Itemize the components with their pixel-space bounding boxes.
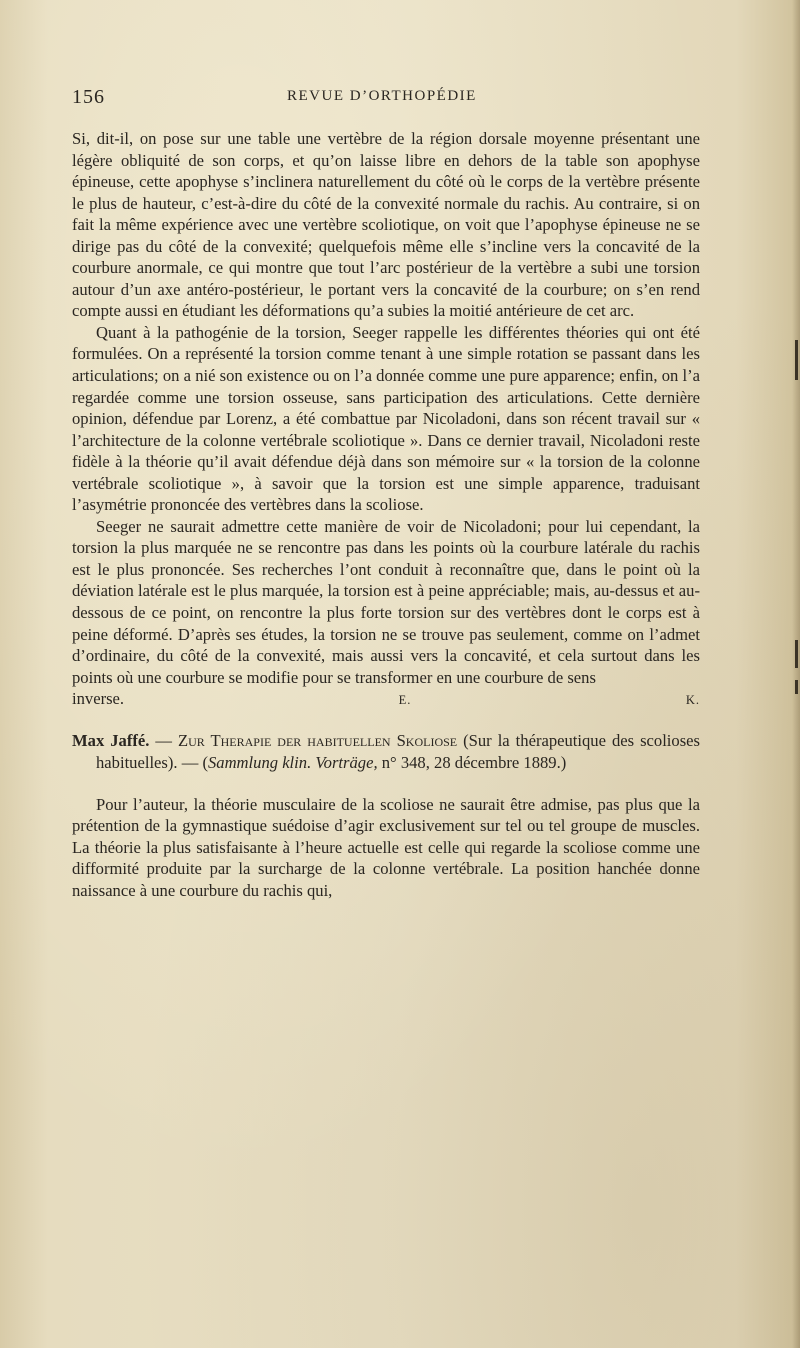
german-title: Zur Therapie der habituellen Skoliose	[177, 730, 458, 750]
article-body	[72, 128, 700, 902]
issue-info: n° 348, 28 décembre 1889.)	[377, 752, 567, 772]
margin-mark	[795, 680, 798, 694]
journal-name: Sammlung klin. Vorträge,	[207, 752, 378, 772]
signature: E. K.	[398, 693, 700, 708]
page-number: 156	[72, 86, 105, 108]
paragraph-3-last-word: inverse.	[72, 689, 125, 709]
paragraph-1: Si, dit-il, on pose sur une table une vertèbre de la région dorsale moyenne présentant une légère obliquité de son corps, et qu’on laisse libre en dehors de la table son apophyse épineuse, cette apophyse s’inclinera naturellement du côté où le corps de la vertèbre présente le plus de hauteur, c’est-à-dire du côté de la convexité normale du rachis. Au contraire, si on fait la même expérience avec une vertèbre scoliotique, on voit que l’apophyse épineuse ne se dirige pas du côté de la convexité; quelquefois même elle s’incline vers la concavité de la courbure anormale, ce qui montre que tout l’arc postérieur de la vertèbre a subi une torsion autour d’un axe antéro-postérieur, le portant vers la concavité de la courbure; on s’en rend compte aussi en étudiant les déformations qu’a subies la moitié antérieure de cet arc.	[72, 129, 700, 321]
citation-dash: —	[149, 730, 178, 750]
review-citation	[72, 730, 700, 774]
spacer	[72, 774, 700, 794]
margin-mark	[795, 640, 798, 668]
running-title: REVUE D’ORTHOPÉDIE	[287, 88, 477, 104]
paragraph-3-closing-line	[72, 688, 700, 712]
page-edge-shadow	[792, 0, 800, 1348]
paragraph-3: Seeger ne saurait admettre cette manière de voir de Nicoladoni; pour lui cependant, la torsion la plus marquée ne se rencontre pas dans les points où la courbure latérale du rachis est le plus prononcée. Ses recherches l’ont conduit à reconnaître que, dans le point où la déviation latérale est le plus marquée, la torsion est à peine appréciable; mais, au-dessus et au-dessous de ce point, on rencontre la plus forte torsion sur des vertèbres dont le corps est à peine déformé. D’après ses études, la torsion ne se trouve pas seulement, comme on l’admet d’ordinaire, du côté de la convexité, mais aussi vers la concavité, et cela surtout dans les points où une courbure se modifie pour se transformer en une courbure de sens	[72, 516, 700, 687]
page-header	[72, 86, 712, 112]
review-author: Max Jaffé.	[72, 730, 150, 750]
french-title: (Sur la thérapeutique des scolioses habituelles). — (	[96, 730, 700, 772]
closing-paragraph: Pour l’auteur, la théorie musculaire de la scoliose ne saurait être admise, pas plus que la prétention de la gymnastique suédoise d’agir exclusivement sur tel ou tel groupe de muscles. La théorie la plus satisfaisante à l’heure actuelle est celle qui regarde la scoliose comme une difformité produite par la surcharge de la colonne vertébrale. La position hanchée donne naissance à une courbure du rachis qui,	[72, 794, 700, 900]
margin-mark	[795, 340, 798, 380]
paragraph-2: Quant à la pathogénie de la torsion, Seeger rappelle les différentes théories qui ont été formulées. On a représenté la torsion comme tenant à une simple rotation se passant dans les articulations; on a nié son existence ou on l’a donnée comme une pure apparence; enfin, on l’a regardée comme une torsion osseuse, sans participation des articulations. Cette dernière opinion, défendue par Lorenz, a été combattue par Nicoladoni, dans son récent travail sur « l’architecture de la colonne vertébrale scoliotique ». Dans ce dernier travail, Nicoladoni reste fidèle à la théorie qu’il avait défendue déjà dans son mémoire sur « la torsion de la colonne vertébrale scoliotique », à savoir que la torsion est une simple apparence, traduisant l’asymétrie prononcée des vertèbres dans la scoliose.	[72, 322, 700, 515]
